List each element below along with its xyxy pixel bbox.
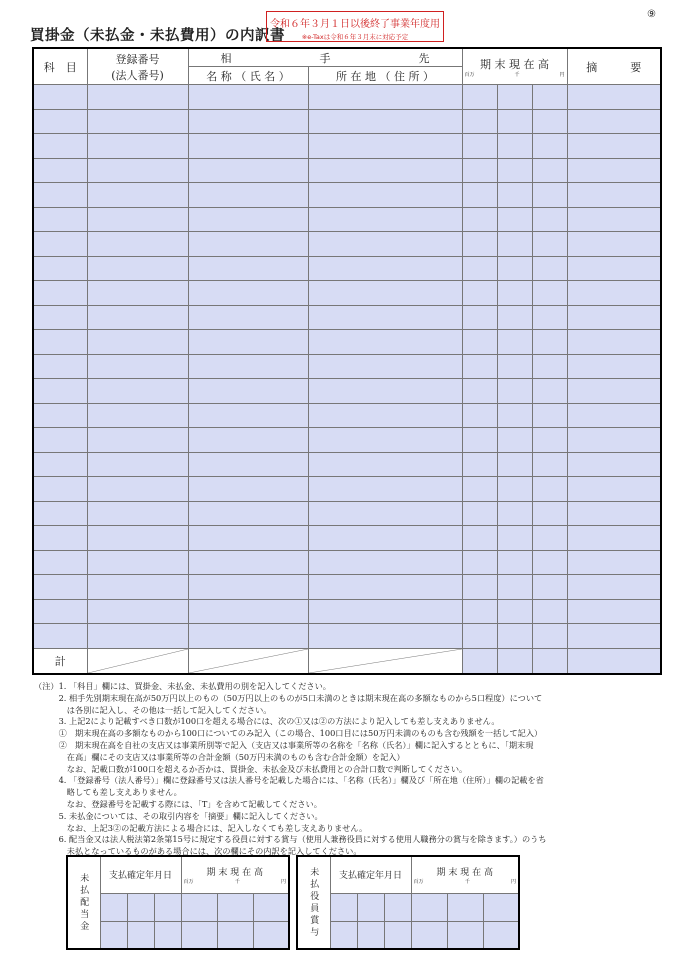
note-line: なお、記載口数が100口を超えるか否かは、買掛金、未払金及び未払費用との合計口数で判断してください。 (34, 763, 468, 774)
cell-reg-no[interactable] (87, 550, 188, 575)
dividend-amount-yen[interactable] (253, 893, 289, 921)
cell-name[interactable] (188, 575, 308, 600)
table-row (33, 379, 661, 404)
cell-name[interactable] (188, 403, 308, 428)
unit-thousand: 千 (464, 878, 470, 885)
cell-reg-no[interactable] (87, 452, 188, 477)
unit-million: 百万 (413, 878, 424, 885)
cell-amount-million[interactable] (462, 501, 497, 526)
cell-reg-no[interactable] (87, 330, 188, 355)
header-name: 名 称 （ 氏 名 ） (188, 67, 308, 85)
notice-line1: 令和６年３月１日以後終了事業年度用 (270, 19, 440, 30)
cell-amount-million[interactable] (462, 109, 497, 134)
cell-amount-yen[interactable] (532, 158, 567, 183)
cell-amount-thousand[interactable] (497, 599, 532, 624)
total-remarks[interactable] (567, 648, 661, 674)
cell-amount-yen[interactable] (532, 550, 567, 575)
cell-remarks[interactable] (567, 207, 661, 232)
cell-reg-no[interactable] (87, 85, 188, 110)
cell-address[interactable] (308, 379, 462, 404)
bonus-date-month[interactable] (357, 893, 384, 921)
table-row (33, 428, 661, 453)
cell-amount-thousand[interactable] (497, 624, 532, 649)
note-line: ① 期末現在高の多額なものから100口についてのみ記入（この場合、100口目には50万円未満のものも含む残額を一括して記入） (34, 728, 543, 739)
note-line: 3. 上記2により記載すべき口数が100口を超える場合には、次の①又は②の方法により記入しても差し支えありません。 (34, 716, 500, 727)
cell-name[interactable] (188, 452, 308, 477)
cell-amount-thousand[interactable] (497, 183, 532, 208)
cell-amount-thousand[interactable] (497, 379, 532, 404)
cell-remarks[interactable] (567, 428, 661, 453)
cell-amount-million[interactable] (462, 428, 497, 453)
header-reg-no (87, 48, 188, 85)
cell-name[interactable] (188, 599, 308, 624)
total-slash-cell (308, 648, 462, 674)
cell-amount-million[interactable] (462, 183, 497, 208)
cell-remarks[interactable] (567, 379, 661, 404)
bonus-amount-yen[interactable] (483, 921, 519, 949)
cell-reg-no[interactable] (87, 207, 188, 232)
bonus-date-year[interactable] (330, 893, 357, 921)
table-row (33, 183, 661, 208)
cell-reg-no[interactable] (87, 232, 188, 257)
cell-amount-million[interactable] (462, 379, 497, 404)
cell-amount-million[interactable] (462, 477, 497, 502)
table-row (33, 232, 661, 257)
cell-kamoku[interactable] (33, 575, 87, 600)
cell-amount-thousand[interactable] (497, 354, 532, 379)
table-row (33, 526, 661, 551)
cell-amount-thousand[interactable] (497, 526, 532, 551)
cell-reg-no[interactable] (87, 354, 188, 379)
cell-amount-million[interactable] (462, 158, 497, 183)
cell-kamoku[interactable] (33, 477, 87, 502)
bonus-date-year[interactable] (330, 921, 357, 949)
cell-remarks[interactable] (567, 403, 661, 428)
cell-amount-yen[interactable] (532, 85, 567, 110)
cell-amount-thousand[interactable] (497, 256, 532, 281)
note-line: 未払となっているものがある場合には、次の欄にその内訳を記入してください。 (34, 846, 362, 857)
dividend-label: 未払配当金 (67, 856, 100, 949)
cell-address[interactable] (308, 575, 462, 600)
cell-amount-thousand[interactable] (497, 232, 532, 257)
cell-address[interactable] (308, 624, 462, 649)
cell-amount-million[interactable] (462, 281, 497, 306)
bonus-label: 未払役員賞与 (297, 856, 330, 949)
table-row (33, 599, 661, 624)
cell-amount-yen[interactable] (532, 599, 567, 624)
note-line: 在高」欄にその支店又は事業所等の合計金額（50万円未満のものも含む合計金額）を記入） (34, 751, 405, 762)
bonus-date-month[interactable] (357, 921, 384, 949)
notes-section (34, 681, 664, 858)
bonus-balance-header (411, 856, 519, 893)
cell-name[interactable] (188, 477, 308, 502)
unit-thousand: 千 (514, 71, 520, 78)
cell-kamoku[interactable] (33, 330, 87, 355)
cell-amount-yen[interactable] (532, 403, 567, 428)
cell-reg-no[interactable] (87, 305, 188, 330)
cell-amount-yen[interactable] (532, 379, 567, 404)
cell-remarks[interactable] (567, 281, 661, 306)
cell-name[interactable] (188, 281, 308, 306)
cell-remarks[interactable] (567, 305, 661, 330)
cell-remarks[interactable] (567, 134, 661, 159)
note-line: は各別に記入し、その他は一括して記入してください。 (34, 704, 272, 715)
cell-kamoku[interactable] (33, 256, 87, 281)
table-row (33, 281, 661, 306)
cell-name[interactable] (188, 501, 308, 526)
cell-reg-no[interactable] (87, 526, 188, 551)
cell-address[interactable] (308, 305, 462, 330)
cell-amount-million[interactable] (462, 526, 497, 551)
cell-name[interactable] (188, 85, 308, 110)
cell-remarks[interactable] (567, 599, 661, 624)
cell-remarks[interactable] (567, 624, 661, 649)
cell-kamoku[interactable] (33, 526, 87, 551)
table-row (33, 575, 661, 600)
table-row (33, 330, 661, 355)
cell-amount-million[interactable] (462, 330, 497, 355)
cell-amount-yen[interactable] (532, 305, 567, 330)
unit-yen: 円 (510, 878, 516, 885)
header-balance-label: 期 末 現 在 高 (480, 57, 549, 71)
cell-name[interactable] (188, 428, 308, 453)
cell-address[interactable] (308, 526, 462, 551)
cell-amount-thousand[interactable] (497, 207, 532, 232)
cell-amount-million[interactable] (462, 550, 497, 575)
cell-kamoku[interactable] (33, 281, 87, 306)
cell-amount-million[interactable] (462, 256, 497, 281)
cell-reg-no[interactable] (87, 599, 188, 624)
cell-address[interactable] (308, 330, 462, 355)
cell-name[interactable] (188, 134, 308, 159)
cell-remarks[interactable] (567, 501, 661, 526)
cell-address[interactable] (308, 501, 462, 526)
cell-amount-thousand[interactable] (497, 305, 532, 330)
bonus-amount-thousand[interactable] (447, 893, 483, 921)
cell-kamoku[interactable] (33, 85, 87, 110)
header-aite: 相 手 先 (188, 48, 462, 67)
dividend-date-header: 支払確定年月日 (100, 856, 181, 893)
note-line: なお、上記3②の記載方法による場合には、記入しなくても差し支えありません。 (34, 822, 368, 833)
cell-amount-million[interactable] (462, 232, 497, 257)
cell-address[interactable] (308, 183, 462, 208)
table-row (33, 158, 661, 183)
cell-kamoku[interactable] (33, 109, 87, 134)
cell-reg-no[interactable] (87, 403, 188, 428)
dividend-amount-million[interactable] (181, 921, 217, 949)
cell-amount-million[interactable] (462, 624, 497, 649)
cell-kamoku[interactable] (33, 428, 87, 453)
dividend-date-day[interactable] (154, 921, 181, 949)
header-remarks: 摘 要 (567, 48, 661, 85)
cell-kamoku[interactable] (33, 183, 87, 208)
table-row (33, 109, 661, 134)
cell-reg-no[interactable] (87, 158, 188, 183)
cell-address[interactable] (308, 428, 462, 453)
cell-amount-thousand[interactable] (497, 501, 532, 526)
cell-address[interactable] (308, 599, 462, 624)
cell-name[interactable] (188, 109, 308, 134)
bonus-date-day[interactable] (384, 893, 411, 921)
bonus-amount-yen[interactable] (483, 893, 519, 921)
cell-amount-million[interactable] (462, 207, 497, 232)
cell-kamoku[interactable] (33, 158, 87, 183)
header-balance-units (463, 72, 567, 78)
header-reg-no-sub: (法人番号) (111, 68, 164, 82)
notice-line2: ※e-Taxは令和６年３月末に対応予定 (301, 33, 409, 41)
cell-amount-million[interactable] (462, 575, 497, 600)
cell-amount-million[interactable] (462, 452, 497, 477)
cell-name[interactable] (188, 207, 308, 232)
cell-amount-thousand[interactable] (497, 134, 532, 159)
cell-remarks[interactable] (567, 575, 661, 600)
cell-amount-million[interactable] (462, 305, 497, 330)
unit-yen: 円 (559, 71, 565, 78)
unit-yen: 円 (280, 878, 286, 885)
total-row (33, 648, 661, 674)
cell-kamoku[interactable] (33, 501, 87, 526)
cell-address[interactable] (308, 109, 462, 134)
cell-remarks[interactable] (567, 158, 661, 183)
dividend-table (66, 855, 290, 950)
cell-amount-thousand[interactable] (497, 403, 532, 428)
cell-kamoku[interactable] (33, 134, 87, 159)
cell-address[interactable] (308, 232, 462, 257)
cell-address[interactable] (308, 85, 462, 110)
total-slash-cell (188, 648, 308, 674)
cell-amount-yen[interactable] (532, 207, 567, 232)
dividend-amount-million[interactable] (181, 893, 217, 921)
cell-amount-yen[interactable] (532, 281, 567, 306)
bonus-table (296, 855, 520, 950)
cell-amount-yen[interactable] (532, 428, 567, 453)
cell-reg-no[interactable] (87, 477, 188, 502)
effective-notice (266, 11, 444, 42)
cell-address[interactable] (308, 354, 462, 379)
table-row (33, 452, 661, 477)
total-label: 計 (33, 648, 87, 674)
cell-reg-no[interactable] (87, 624, 188, 649)
cell-reg-no[interactable] (87, 428, 188, 453)
dividend-date-month[interactable] (127, 893, 154, 921)
page-number: ⑨ (647, 9, 656, 20)
table-row (33, 256, 661, 281)
bonus-balance-label: 期 末 現 在 高 (436, 867, 493, 878)
note-line: なお、登録番号を記載する際には、「T」を含めて記載してください。 (34, 798, 322, 809)
dividend-amount-yen[interactable] (253, 921, 289, 949)
cell-name[interactable] (188, 624, 308, 649)
note-line: 5. 未払金については、その取引内容を「摘要」欄に記入してください。 (34, 810, 323, 821)
cell-amount-thousand[interactable] (497, 158, 532, 183)
table-row (33, 624, 661, 649)
cell-address[interactable] (308, 207, 462, 232)
cell-amount-thousand[interactable] (497, 550, 532, 575)
cell-address[interactable] (308, 403, 462, 428)
table-row (33, 207, 661, 232)
payables-table (32, 47, 662, 675)
cell-address[interactable] (308, 452, 462, 477)
cell-remarks[interactable] (567, 550, 661, 575)
cell-amount-yen[interactable] (532, 477, 567, 502)
cell-remarks[interactable] (567, 85, 661, 110)
dividend-balance-label: 期 末 現 在 高 (206, 867, 263, 878)
dividend-amount-thousand[interactable] (217, 921, 253, 949)
cell-name[interactable] (188, 158, 308, 183)
total-amount-million[interactable] (462, 648, 497, 674)
cell-amount-yen[interactable] (532, 232, 567, 257)
cell-name[interactable] (188, 526, 308, 551)
cell-amount-yen[interactable] (532, 452, 567, 477)
cell-amount-yen[interactable] (532, 134, 567, 159)
total-slash-cell (87, 648, 188, 674)
cell-amount-thousand[interactable] (497, 281, 532, 306)
cell-amount-million[interactable] (462, 134, 497, 159)
cell-remarks[interactable] (567, 256, 661, 281)
cell-reg-no[interactable] (87, 183, 188, 208)
cell-kamoku[interactable] (33, 379, 87, 404)
cell-kamoku[interactable] (33, 452, 87, 477)
table-row (33, 85, 661, 110)
cell-amount-thousand[interactable] (497, 109, 532, 134)
cell-amount-thousand[interactable] (497, 85, 532, 110)
cell-kamoku[interactable] (33, 232, 87, 257)
cell-reg-no[interactable] (87, 109, 188, 134)
total-amount-yen[interactable] (532, 648, 567, 674)
cell-amount-million[interactable] (462, 403, 497, 428)
cell-reg-no[interactable] (87, 575, 188, 600)
cell-amount-yen[interactable] (532, 501, 567, 526)
bonus-date-day[interactable] (384, 921, 411, 949)
bonus-amount-thousand[interactable] (447, 921, 483, 949)
note-line: 6. 配当金又は法人税法第2条第15号に規定する役員に対する賞与（使用人兼務役員に対する使用人職務分の賞与を除きます。）のうち (34, 834, 547, 845)
cell-amount-yen[interactable] (532, 354, 567, 379)
cell-amount-thousand[interactable] (497, 477, 532, 502)
table-row (33, 501, 661, 526)
unit-million: 百万 (183, 878, 194, 885)
cell-remarks[interactable] (567, 526, 661, 551)
cell-amount-yen[interactable] (532, 109, 567, 134)
dividend-date-day[interactable] (154, 893, 181, 921)
table-row (33, 477, 661, 502)
cell-reg-no[interactable] (87, 501, 188, 526)
cell-reg-no[interactable] (87, 256, 188, 281)
cell-name[interactable] (188, 256, 308, 281)
bonus-units (412, 878, 519, 885)
cell-name[interactable] (188, 305, 308, 330)
cell-amount-yen[interactable] (532, 330, 567, 355)
cell-reg-no[interactable] (87, 281, 188, 306)
cell-amount-yen[interactable] (532, 575, 567, 600)
entry-rows (33, 85, 661, 649)
cell-reg-no[interactable] (87, 379, 188, 404)
note-line: 略しても差し支えありません。 (34, 787, 182, 798)
note-line: 2. 相手先別期末現在高が50万円以上のもの（50万円以上のものが5口未満のときは期末現在高の多額なものから5口程度）について (34, 692, 543, 703)
bonus-date-header: 支払確定年月日 (330, 856, 411, 893)
cell-amount-thousand[interactable] (497, 575, 532, 600)
cell-amount-yen[interactable] (532, 256, 567, 281)
cell-remarks[interactable] (567, 109, 661, 134)
table-row (33, 354, 661, 379)
bonus-amount-million[interactable] (411, 893, 447, 921)
cell-amount-million[interactable] (462, 354, 497, 379)
cell-amount-thousand[interactable] (497, 452, 532, 477)
cell-amount-million[interactable] (462, 599, 497, 624)
cell-address[interactable] (308, 134, 462, 159)
cell-amount-yen[interactable] (532, 624, 567, 649)
cell-name[interactable] (188, 379, 308, 404)
cell-address[interactable] (308, 550, 462, 575)
unit-thousand: 千 (234, 878, 240, 885)
cell-address[interactable] (308, 256, 462, 281)
header-reg-no-label: 登録番号 (115, 52, 160, 66)
cell-amount-million[interactable] (462, 85, 497, 110)
cell-name[interactable] (188, 232, 308, 257)
table-row (33, 305, 661, 330)
cell-amount-yen[interactable] (532, 526, 567, 551)
page-title: 買掛金（未払金・未払費用）の内訳書 (30, 28, 285, 44)
cell-name[interactable] (188, 550, 308, 575)
dividend-units (182, 878, 289, 885)
cell-name[interactable] (188, 354, 308, 379)
cell-remarks[interactable] (567, 354, 661, 379)
cell-name[interactable] (188, 183, 308, 208)
cell-kamoku[interactable] (33, 599, 87, 624)
cell-kamoku[interactable] (33, 550, 87, 575)
cell-remarks[interactable] (567, 183, 661, 208)
table-row (33, 403, 661, 428)
dividend-amount-thousand[interactable] (217, 893, 253, 921)
note-line: ② 期末現在高を自社の支店又は事業所別等で記入（支店又は事業所等の名称を「名称（氏名）」欄に記入するとともに、「期末現 (34, 739, 534, 750)
header-balance (462, 48, 567, 85)
cell-address[interactable] (308, 281, 462, 306)
cell-kamoku[interactable] (33, 624, 87, 649)
dividend-balance-header (181, 856, 289, 893)
cell-remarks[interactable] (567, 477, 661, 502)
cell-remarks[interactable] (567, 330, 661, 355)
cell-amount-thousand[interactable] (497, 428, 532, 453)
dividend-date-year[interactable] (100, 893, 127, 921)
cell-kamoku[interactable] (33, 403, 87, 428)
bonus-amount-million[interactable] (411, 921, 447, 949)
cell-kamoku[interactable] (33, 305, 87, 330)
cell-reg-no[interactable] (87, 134, 188, 159)
dividend-date-month[interactable] (127, 921, 154, 949)
cell-amount-thousand[interactable] (497, 330, 532, 355)
header-address: 所 在 地 （ 住 所 ） (308, 67, 462, 85)
table-row (33, 134, 661, 159)
note-line: （注）1. 「科目」欄には、買掛金、未払金、未払費用の別を記入してください。 (34, 681, 331, 691)
cell-kamoku[interactable] (33, 354, 87, 379)
cell-remarks[interactable] (567, 452, 661, 477)
header-kamoku: 科 目 (33, 48, 87, 85)
cell-amount-yen[interactable] (532, 183, 567, 208)
dividend-date-year[interactable] (100, 921, 127, 949)
table-row (33, 550, 661, 575)
unit-million: 百万 (464, 71, 475, 78)
cell-name[interactable] (188, 330, 308, 355)
total-amount-thousand[interactable] (497, 648, 532, 674)
cell-address[interactable] (308, 158, 462, 183)
cell-kamoku[interactable] (33, 207, 87, 232)
note-line: 4. 「登録番号（法人番号）」欄に登録番号又は法人番号を記載した場合には、「名称（氏名）」欄及び「所在地（住所）」欄の記載を省 (34, 775, 544, 786)
cell-remarks[interactable] (567, 232, 661, 257)
cell-address[interactable] (308, 477, 462, 502)
